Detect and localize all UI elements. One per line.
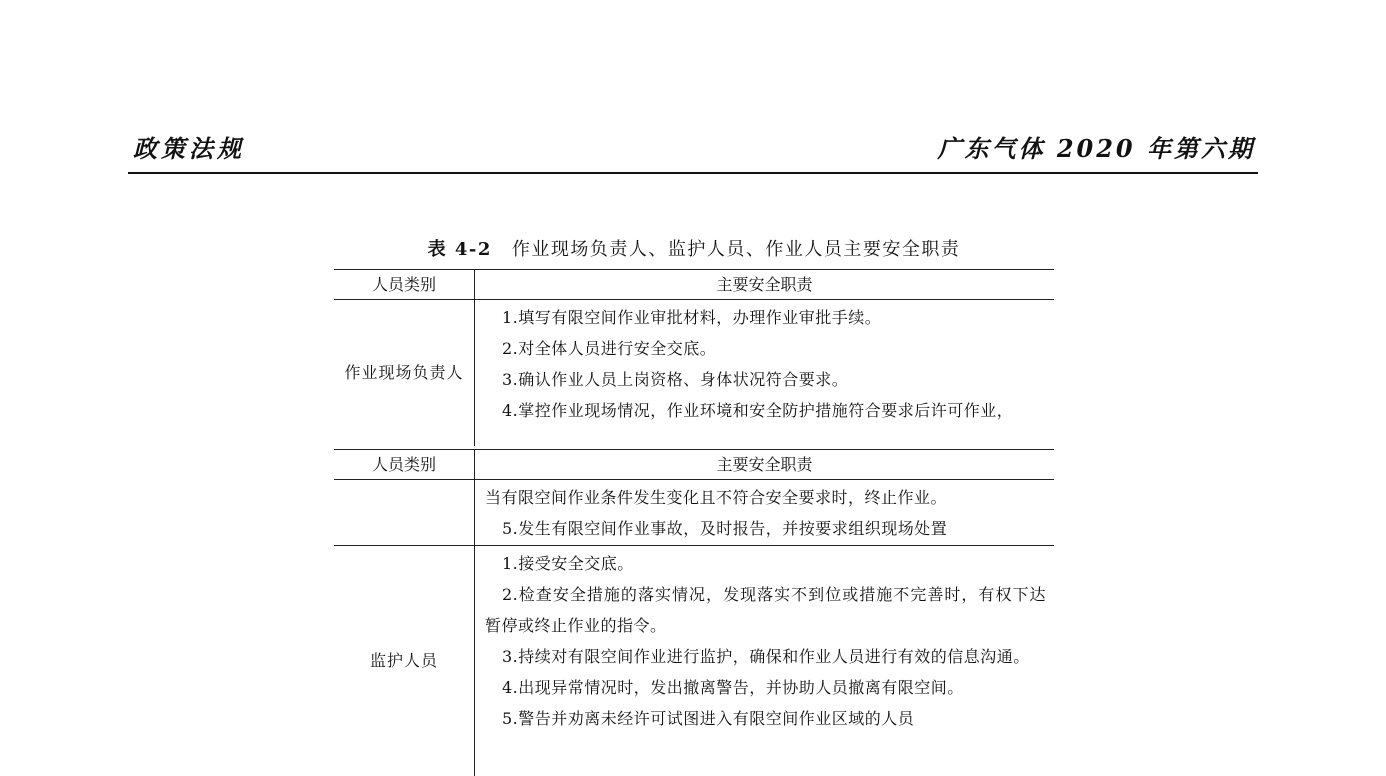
category-label: 作业现场负责人 [344, 363, 464, 382]
col-header-duties: 主要安全职责 [716, 275, 813, 294]
table-title: 作业现场负责人、监护人员、作业人员主要安全职责 [511, 239, 961, 260]
category-cell [334, 300, 475, 446]
col-header-duties: 主要安全职责 [716, 455, 813, 474]
table-row-supervisor [334, 546, 1054, 776]
table-row-site-manager-continued [334, 480, 1054, 546]
duty-item: 3.持续对有限空间作业进行监护，确保和作业人员进行有效的信息沟通。 [502, 647, 1030, 666]
table-header-row [334, 449, 1054, 480]
duty-item: 4.掌控作业现场情况，作业环境和安全防护措施符合要求后许可作业， [502, 401, 1014, 420]
duty-item: 5.发生有限空间作业事故，及时报告，并按要求组织现场处置 [502, 519, 948, 538]
duty-item: 3.确认作业人员上岗资格、身体状况符合要求。 [502, 370, 849, 389]
col-header-category: 人员类别 [334, 270, 475, 300]
duties-cell [475, 546, 1054, 776]
col-header-category: 人员类别 [334, 450, 475, 480]
header-divider [128, 172, 1258, 174]
table-number: 表 4-2 [427, 239, 492, 260]
category-cell [334, 546, 475, 776]
duty-item: 1.接受安全交底。 [502, 554, 634, 573]
duties-cell [475, 300, 1054, 446]
duty-item: 当有限空间作业条件发生变化且不符合安全要求时，终止作业。 [485, 488, 948, 507]
category-cell [334, 480, 475, 545]
table-header-row [334, 269, 1054, 300]
duty-item: 2.检查安全措施的落实情况，发现落实不到位或措施不完善时，有权下达暂停或终止作业的指令。 [485, 585, 1046, 635]
section-title: 政策法规 [133, 134, 245, 163]
table-caption [334, 237, 1054, 263]
duty-item: 4.出现异常情况时，发出撤离警告，并协助人员撤离有限空间。 [502, 678, 964, 697]
table-row-site-manager [334, 300, 1054, 446]
duty-item: 5.警告并劝离未经许可试图进入有限空间作业区域的人员 [502, 709, 915, 728]
duty-item: 2.对全体人员进行安全交底。 [502, 339, 717, 358]
duties-cell [475, 480, 1054, 545]
responsibility-table-part2 [334, 449, 1054, 776]
category-label: 监护人员 [369, 651, 438, 670]
duty-item: 1.填写有限空间作业审批材料，办理作业审批手续。 [502, 308, 882, 327]
journal-issue: 广东气体 2020 年第六期 [937, 134, 1255, 163]
responsibility-table-part1 [334, 269, 1054, 446]
